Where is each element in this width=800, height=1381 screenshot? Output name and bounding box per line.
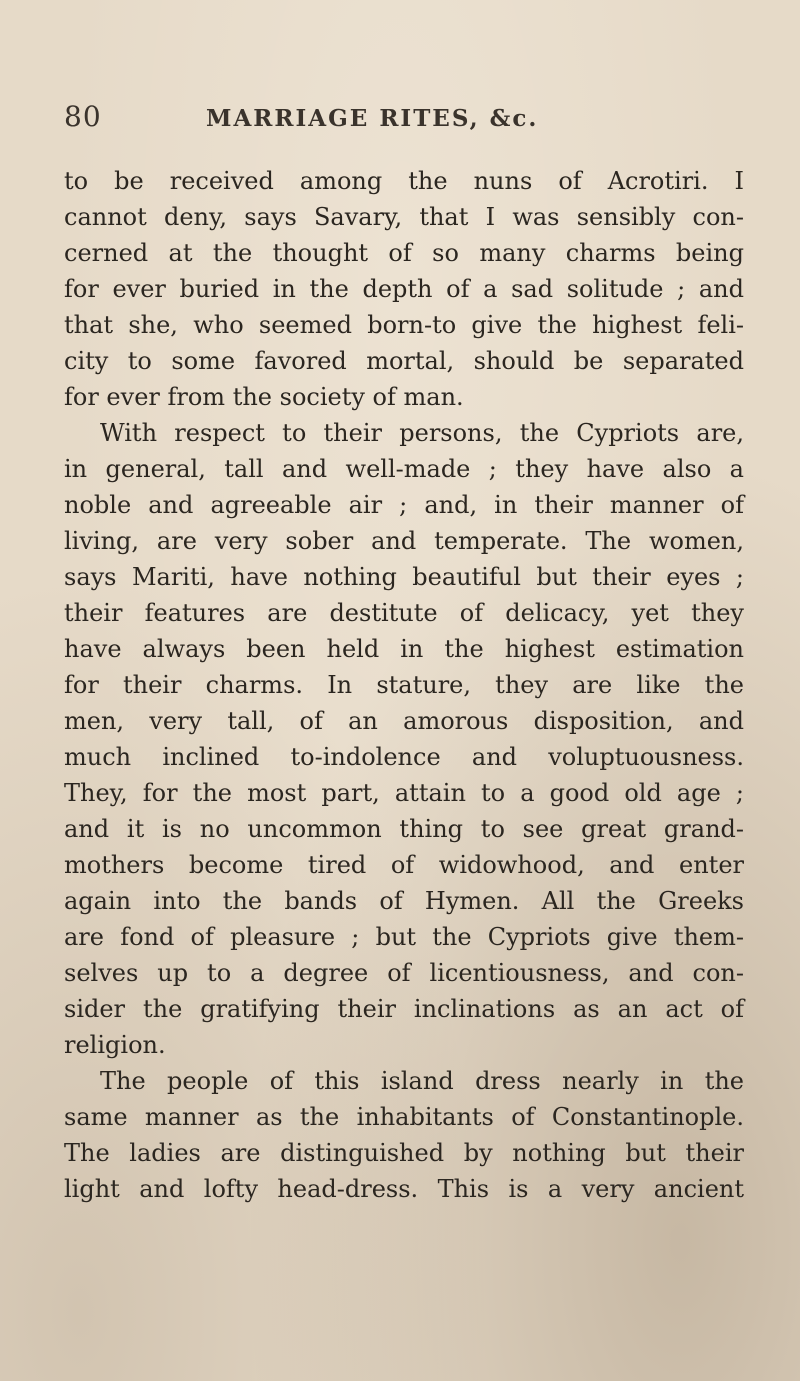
text-line: cerned at the thought of so many charms being	[64, 239, 744, 267]
text-line: cannot deny, says Savary, that I was sensibly con-	[64, 203, 744, 231]
text-line: same manner as the inhabitants of Constantinople.	[64, 1103, 744, 1131]
text-line: The people of this island dress nearly in the	[100, 1067, 744, 1095]
text-line: living, are very sober and temperate. The women,	[64, 527, 744, 555]
text-line: in general, tall and well-made ; they have also a	[64, 455, 744, 483]
text-line: that she, who seemed born-to give the highest feli-	[64, 311, 744, 339]
text-line: selves up to a degree of licentiousness, and con-	[64, 959, 744, 987]
text-line: much inclined to-indolence and voluptuousness.	[64, 743, 744, 771]
text-line: again into the bands of Hymen. All the Greeks	[64, 887, 744, 915]
text-line: sider the gratifying their inclinations as an act of	[64, 995, 744, 1023]
text-line: says Mariti, have nothing beautiful but their eyes ;	[64, 563, 744, 591]
text-line: for ever buried in the depth of a sad solitude ; and	[64, 275, 744, 303]
text-line: The ladies are distinguished by nothing but their	[64, 1139, 744, 1167]
text-line: have always been held in the highest estimation	[64, 635, 744, 663]
text-line: With respect to their persons, the Cypriots are,	[100, 419, 744, 447]
text-line: city to some favored mortal, should be separated	[64, 347, 744, 375]
text-line: for ever from the society of man.	[64, 383, 464, 411]
text-line: light and lofty head-dress. This is a very ancient	[64, 1175, 744, 1203]
text-line: to be received among the nuns of Acrotiri. I	[64, 167, 744, 195]
text-line: men, very tall, of an amorous disposition, and	[64, 707, 744, 735]
running-head: MARRIAGE RITES, &c.	[206, 105, 539, 132]
page-number: 80	[64, 100, 102, 133]
text-line: for their charms. In stature, they are like the	[64, 671, 744, 699]
text-line: their features are destitute of delicacy, yet they	[64, 599, 744, 627]
text-line: noble and agreeable air ; and, in their manner of	[64, 491, 744, 519]
text-line: mothers become tired of widowhood, and enter	[64, 851, 744, 879]
text-line: and it is no uncommon thing to see great grand-	[64, 815, 744, 843]
body-text	[64, 163, 744, 1207]
text-line: religion.	[64, 1031, 166, 1059]
text-line: are fond of pleasure ; but the Cypriots give them-	[64, 923, 744, 951]
text-line: They, for the most part, attain to a good old age ;	[64, 779, 744, 807]
